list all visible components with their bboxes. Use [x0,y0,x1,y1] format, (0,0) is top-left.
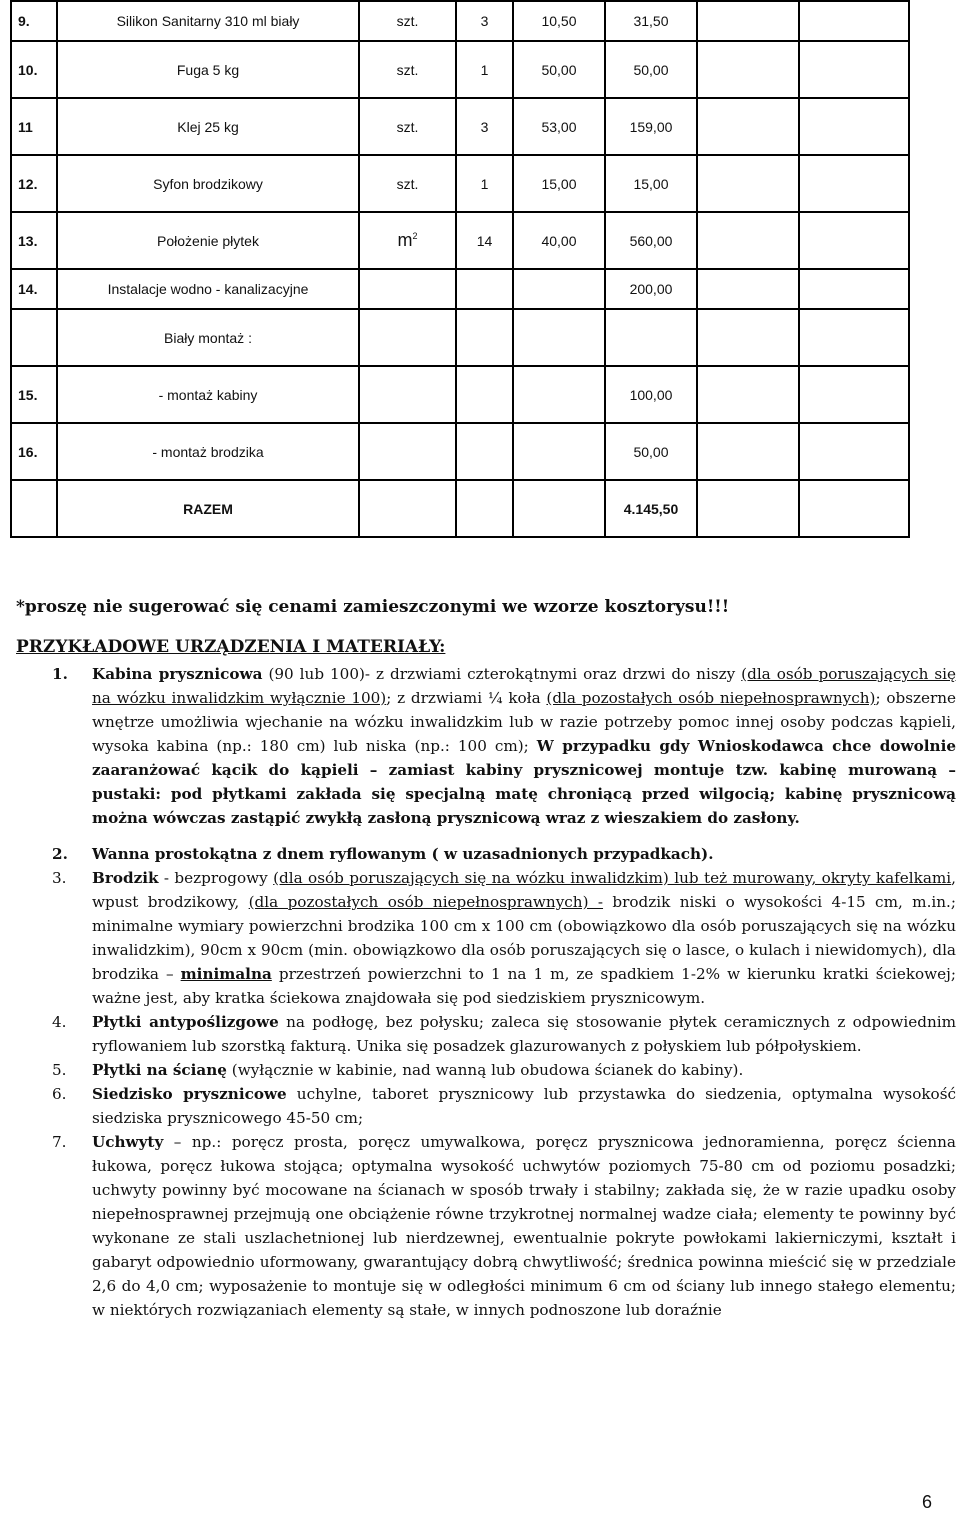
table-row [11,1,909,41]
value-cell: 4.145,50 [605,480,697,537]
price-cell [513,366,605,423]
item-text: ; z drzwiami ¼ koła [386,689,547,707]
value-cell: 15,00 [605,155,697,212]
row-number-cell [11,309,57,366]
price-cell: 10,50 [513,1,605,41]
item-name-cell: Fuga 5 kg [57,41,359,98]
page-number: 6 [921,1492,932,1512]
unit-cell: szt. [359,41,456,98]
quantity-cell: 1 [456,155,513,212]
table-row [11,41,909,98]
table-row [11,212,909,269]
empty-cell [697,98,799,155]
item-bold-text: W przypadku gdy Wnioskodawca chce dowolnie zaaranżować kącik do kąpieli – zamiast kabiny prysznicowej montuje tzw. kabinę murowaną – pustaki: pod płytkami zakłada się specjalną matę chroniącą przed wilgocią; kabinę prysznicową można wówczas zastąpić zwykłą zasłoną prysznicową wraz z wieszakiem do zasłony. [92,737,956,827]
empty-cell [799,155,909,212]
table-row [11,309,909,366]
quantity-cell [456,366,513,423]
quantity-cell [456,269,513,309]
row-number-cell: 10. [11,41,57,98]
item-title: Wanna prostokątna z dnem ryflowanym ( w uzasadnionych przypadkach). [92,845,714,863]
table-row [11,98,909,155]
item-name-cell: Położenie płytek [57,212,359,269]
item-title: Płytki antypoślizgowe [92,1013,279,1031]
empty-cell [697,309,799,366]
list-spacer [16,830,956,842]
item-text: ; obszerne wnętrze umożliwia wjechanie na wózku inwalidzkim lub w razie potrzeby pomoc innej osoby podczas kąpieli [92,689,957,731]
value-cell: 560,00 [605,212,697,269]
quantity-cell: 14 [456,212,513,269]
price-warning: *proszę nie sugerować się cenami zamieszczonymi we wzorze kosztorysu!!! [16,597,730,617]
unit-cell: szt. [359,1,456,41]
price-cell [513,309,605,366]
price-cell: 15,00 [513,155,605,212]
row-number-cell: 14. [11,269,57,309]
item-name-cell: RAZEM [57,480,359,537]
list-item-number: 1. [52,665,68,683]
item-underlined-bold-text: minimalna [180,965,272,983]
quantity-cell [456,423,513,480]
price-cell [513,269,605,309]
empty-cell [799,212,909,269]
value-cell: 31,50 [605,1,697,41]
item-text: (wyłącznie w kabinie, nad wanną lub obudowa ścianek do kabiny). [226,1061,744,1079]
item-text: (90 lub 100)- z drzwiami czterokątnymi oraz drzwi do niszy [262,665,742,683]
empty-cell [799,98,909,155]
empty-cell [697,1,799,41]
quantity-cell: 3 [456,1,513,41]
materials-list [16,662,956,1322]
list-item-number: 5. [52,1061,67,1079]
empty-cell [799,366,909,423]
list-item [16,1130,956,1322]
item-text: uchylne, taboret prysznicowy lub przystawka do siedzenia, optymalna wysokość siedziska prysznicowego 45-50 cm; [92,1085,956,1127]
empty-cell [799,41,909,98]
unit-cell [359,309,456,366]
item-text: - bezprogowy [158,869,274,887]
list-item [16,842,956,866]
price-cell: 53,00 [513,98,605,155]
row-number-cell: 11 [11,98,57,155]
item-name-cell: - montaż brodzika [57,423,359,480]
value-cell: 100,00 [605,366,697,423]
item-text: , wpust brodzikowy, [92,869,956,911]
list-item [16,1082,956,1130]
row-number-cell: 13. [11,212,57,269]
unit-cell [359,423,456,480]
item-text: , wysoka kabina (np.: 180 cm) lub niska (np.: 100 cm); [92,713,956,755]
item-name-cell: Klej 25 kg [57,98,359,155]
unit-cell [359,366,456,423]
item-underlined-text: (dla pozostałych osób niepełnosprawnych) - [248,893,604,911]
row-number-cell: 9. [11,1,57,41]
unit-text: m [397,230,413,250]
item-underlined-text: (dla osób poruszających się na wózku inwalidzkim) lub też murowany, okryty kafelkami [273,869,952,887]
list-item [16,866,956,1010]
unit-superscript: 2 [412,231,418,241]
price-cell: 40,00 [513,212,605,269]
item-underlined-text: (dla osób poruszających się na wózku inwalidzkim wyłącznie 100) [92,665,956,707]
cost-table-body [11,1,909,537]
empty-cell [697,366,799,423]
empty-cell [697,480,799,537]
price-cell [513,423,605,480]
unit-cell: szt. [359,98,456,155]
item-text: przestrzeń powierzchni to 1 na 1 m, ze spadkiem 1-2% w kierunku kratki ściekowej; ważne jest, aby kratka ściekowa znajdowała się pod siedziskiem prysznicowym. [92,965,956,1007]
empty-cell [799,269,909,309]
empty-cell [799,309,909,366]
empty-cell [697,269,799,309]
row-number-cell: 15. [11,366,57,423]
empty-cell [799,1,909,41]
empty-cell [697,423,799,480]
list-item-number: 6. [52,1085,67,1103]
unit-cell [359,212,456,269]
empty-cell [799,480,909,537]
value-cell: 200,00 [605,269,697,309]
list-item [16,1058,956,1082]
list-item-number: 4. [52,1013,67,1031]
value-cell: 159,00 [605,98,697,155]
list-item-number: 2. [52,845,68,863]
empty-cell [697,212,799,269]
value-cell [605,309,697,366]
row-number-cell: 12. [11,155,57,212]
table-row [11,269,909,309]
list-item-number: 3. [52,869,67,887]
empty-cell [799,423,909,480]
item-underlined-text: (dla pozostałych osób niepełnosprawnych) [546,689,876,707]
unit-cell [359,269,456,309]
document-body [16,590,956,1322]
price-cell: 50,00 [513,41,605,98]
item-title: Kabina prysznicowa [92,665,263,683]
row-number-cell [11,480,57,537]
item-name-cell: Instalacje wodno - kanalizacyjne [57,269,359,309]
list-item-number: 7. [52,1133,67,1151]
item-name-cell: Biały montaż : [57,309,359,366]
item-name-cell: Silikon Sanitarny 310 ml biały [57,1,359,41]
item-name-cell: - montaż kabiny [57,366,359,423]
item-text: brodzik niski o wysokości 4-15 cm, m.in.; minimalne wymiary powierzchni brodzika 100 cm x 100 cm (obowiązkowo dla osób poruszających się na wózku inwalidzkim), 90cm x 90cm (min. obowiązkowo dla osób poruszających się o lasce, o kulach i niewidomych), dla brodzika – [92,893,956,983]
item-title: Płytki na ścianę [92,1061,227,1079]
value-cell: 50,00 [605,423,697,480]
quantity-cell: 1 [456,41,513,98]
empty-cell [697,155,799,212]
quantity-cell: 3 [456,98,513,155]
table-row [11,480,909,537]
item-title: Uchwyty [92,1133,164,1151]
table-row [11,155,909,212]
section-heading: PRZYKŁADOWE URZĄDZENIA I MATERIAŁY: [16,637,446,657]
cost-estimate-table [10,0,910,538]
unit-cell: szt. [359,155,456,212]
value-cell: 50,00 [605,41,697,98]
table-row [11,423,909,480]
item-title: Siedzisko prysznicowe [92,1085,287,1103]
list-item [16,1010,956,1058]
unit-cell [359,480,456,537]
empty-cell [697,41,799,98]
price-cell [513,480,605,537]
item-title: Brodzik [92,869,159,887]
list-item [16,662,956,830]
item-text: na podłogę, bez połysku; zaleca się stosowanie płytek ceramicznych z odpowiednim ryflowaniem lub szorstką fakturą. Unika się posadzek glazurowanych z połyskiem lub półpołyskiem. [92,1013,956,1055]
item-text: – np.: poręcz prosta, poręcz umywalkowa, poręcz prysznicowa jednoramienna, poręcz ścienna łukowa, poręcz łukowa stojąca; optymalna wysokość uchwytów poziomych 75-80 cm od poziomu posadzki; uchwyty powinny być mocowane na ścianach w sposób trwały i stabilny; zakłada się, że w razie upadku osoby niepełnosprawnej przejmują one obciążenie równe trzykrotnej normalnej wadze ciała; elementy te powinny być wykonane ze stali uszlachetnionej lub nierdzewnej, ewentualnie pokryte powłokami lakierniczymi, kształt i gabaryt odpowiednio uformowany, gwarantujący dobrą chwytliwość; średnica powinna mieścić się w przedziale 2,6 do 4,0 cm; wyposażenie to montuje się w odległości minimum 6 cm od ściany lub innego stałego elementu; w niektórych rozwiązaniach elementy są stałe, w innych podnoszone lub doraźnie [92,1133,956,1319]
quantity-cell [456,309,513,366]
row-number-cell: 16. [11,423,57,480]
table-row [11,366,909,423]
item-name-cell: Syfon brodzikowy [57,155,359,212]
quantity-cell [456,480,513,537]
